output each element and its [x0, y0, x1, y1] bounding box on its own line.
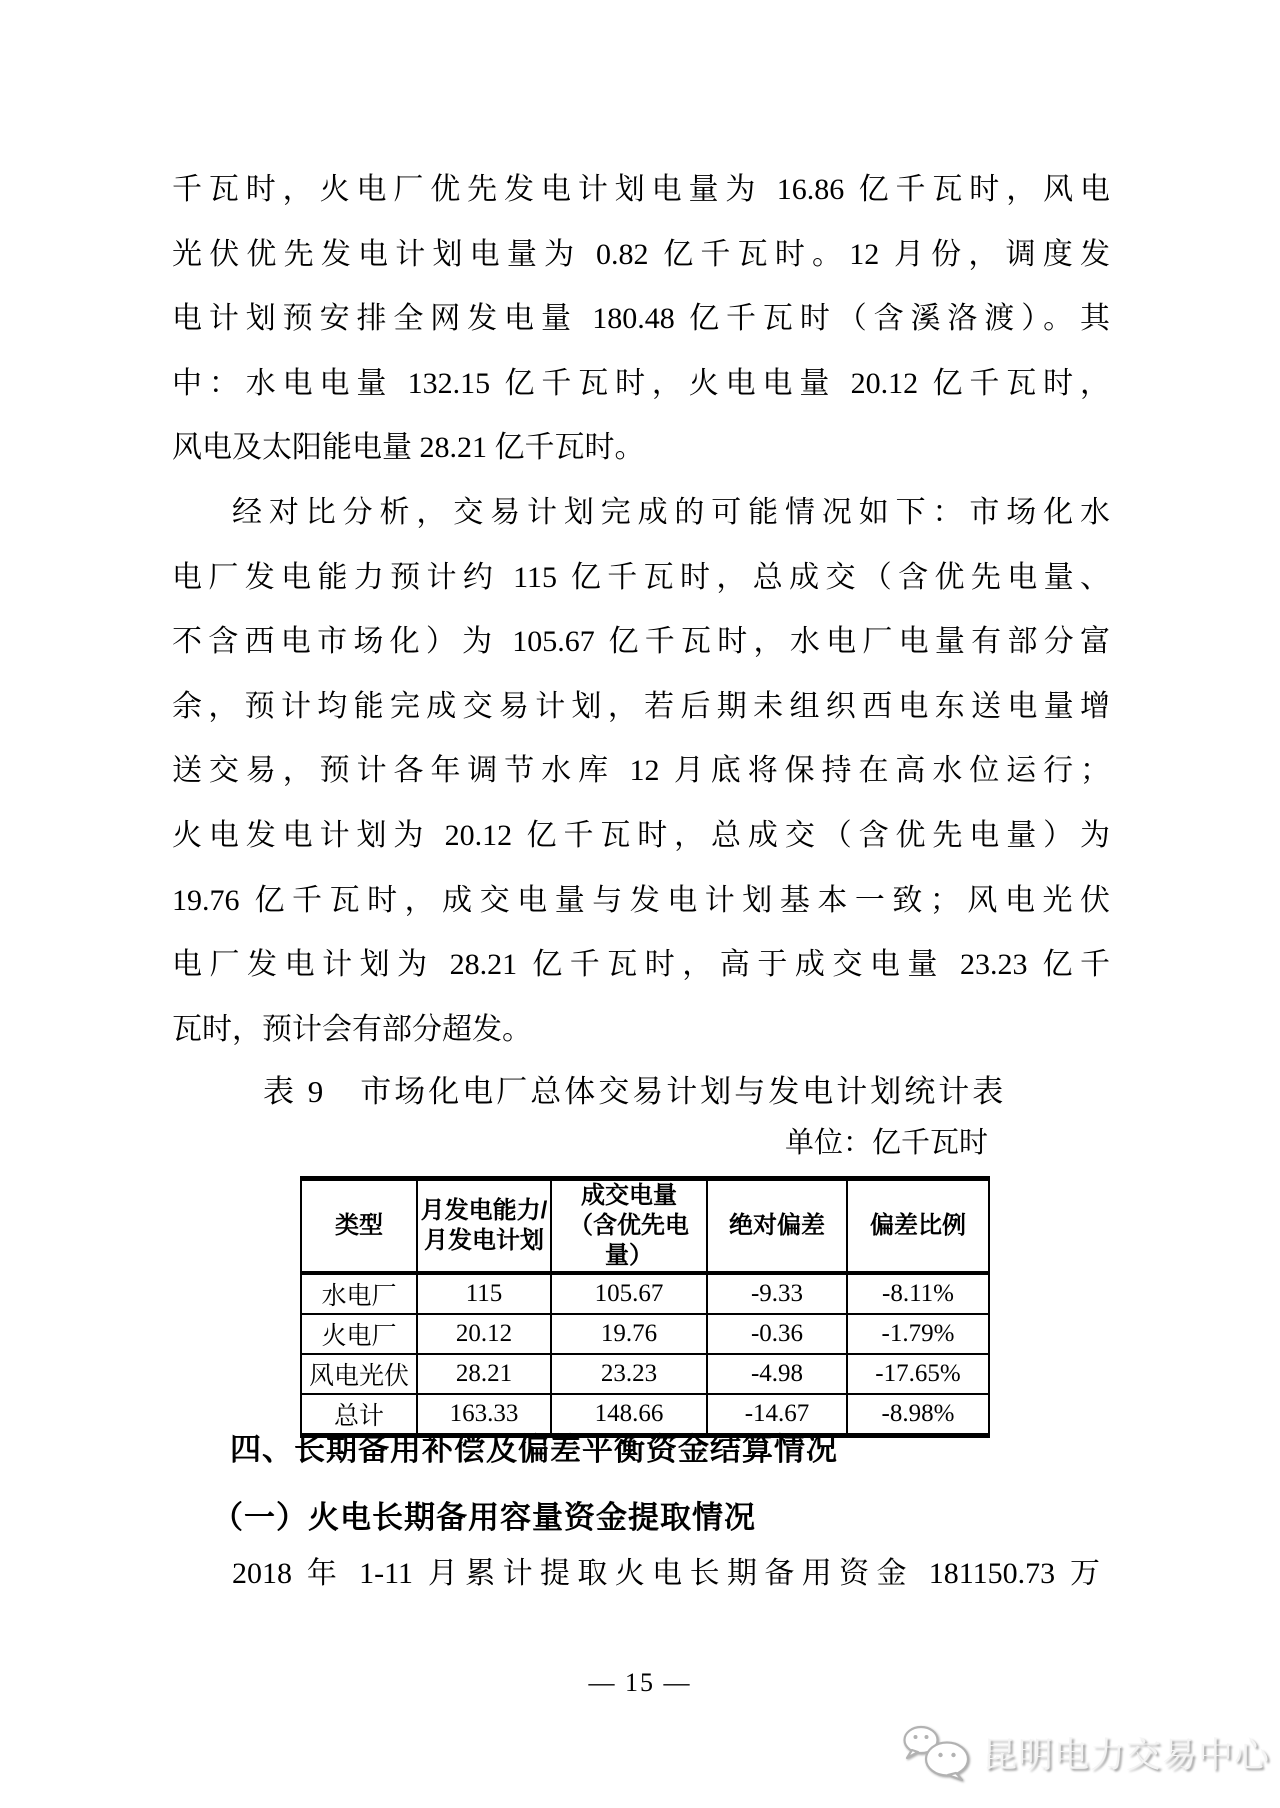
body-line: 火电发电计划为 20.12 亿千瓦时，总成交（含优先电量）为 — [172, 818, 1110, 852]
table-row — [301, 1314, 989, 1354]
section-heading-4: 四、长期备用补偿及偏差平衡资金结算情况 — [230, 1432, 838, 1467]
cell-type: 火电厂 — [301, 1314, 417, 1354]
col-header-capacity — [417, 1179, 551, 1274]
cell-abs-deviation: -4.98 — [707, 1354, 847, 1394]
wechat-icon — [900, 1724, 976, 1782]
cell-type: 总计 — [301, 1394, 417, 1436]
cell-capacity: 115 — [417, 1273, 551, 1314]
col-header-deviation-ratio: 偏差比例 — [847, 1179, 989, 1274]
table9-title: 表 9 市场化电厂总体交易计划与发电计划统计表 — [263, 1074, 1007, 1109]
watermark — [900, 1724, 1270, 1782]
subsection-heading-1: （一）火电长期备用容量资金提取情况 — [212, 1500, 756, 1535]
cell-deviation-ratio: -8.11% — [847, 1273, 989, 1314]
page-number: — 15 — — [588, 1668, 692, 1697]
watermark-text: 昆明电力交易中心 — [982, 1736, 1271, 1775]
body-line: 风电及太阳能电量 28.21 亿千瓦时。 — [172, 431, 645, 465]
cell-volume: 148.66 — [551, 1394, 707, 1436]
body-line: 19.76 亿千瓦时，成交电量与发电计划基本一致；风电光伏 — [172, 883, 1110, 917]
body-line: 余，预计均能完成交易计划，若后期未组织西电东送电量增 — [172, 689, 1110, 723]
col-header-volume — [551, 1179, 707, 1274]
col-header-type: 类型 — [301, 1179, 417, 1274]
cell-deviation-ratio: -8.98% — [847, 1394, 989, 1436]
body-line: 光伏优先发电计划电量为 0.82 亿千瓦时。12 月份，调度发 — [172, 237, 1110, 271]
body-line: 中：水电电量 132.15 亿千瓦时，火电电量 20.12 亿千瓦时， — [172, 366, 1110, 400]
table9 — [300, 1176, 990, 1438]
cell-abs-deviation: -14.67 — [707, 1394, 847, 1436]
body-text — [172, 158, 1110, 1062]
body-line: 经对比分析，交易计划完成的可能情况如下：市场化水 — [232, 495, 1110, 529]
cell-type: 风电光伏 — [301, 1354, 417, 1394]
cell-abs-deviation: -9.33 — [707, 1273, 847, 1314]
col-header-capacity-line2: 月发电计划 — [424, 1227, 544, 1254]
cell-capacity: 28.21 — [417, 1354, 551, 1394]
col-header-volume-line1: 成交电量 — [581, 1182, 677, 1209]
cell-deviation-ratio: -1.79% — [847, 1314, 989, 1354]
cell-abs-deviation: -0.36 — [707, 1314, 847, 1354]
table-row — [301, 1273, 989, 1314]
body-line: 电计划预安排全网发电量 180.48 亿千瓦时（含溪洛渡）。其 — [172, 302, 1110, 336]
body-line: 电厂发电能力预计约 115 亿千瓦时，总成交（含优先电量、 — [172, 560, 1110, 594]
col-header-volume-line2: （含优先电量） — [569, 1212, 689, 1269]
cell-volume: 105.67 — [551, 1273, 707, 1314]
table-row — [301, 1354, 989, 1394]
cell-volume: 23.23 — [551, 1354, 707, 1394]
body-line: 瓦时，预计会有部分超发。 — [172, 1012, 532, 1046]
col-header-abs-deviation: 绝对偏差 — [707, 1179, 847, 1274]
table-header-row — [301, 1179, 989, 1274]
body-line: 不含西电市场化）为 105.67 亿千瓦时，水电厂电量有部分富 — [172, 625, 1110, 659]
body-line: 2018 年 1-11 月累计提取火电长期备用资金 181150.73 万 — [232, 1557, 1100, 1590]
cell-volume: 19.76 — [551, 1314, 707, 1354]
cell-capacity: 20.12 — [417, 1314, 551, 1354]
cell-type: 水电厂 — [301, 1273, 417, 1314]
col-header-capacity-line1: 月发电能力/ — [420, 1197, 548, 1224]
body-line: 千瓦时，火电厂优先发电计划电量为 16.86 亿千瓦时，风电 — [172, 173, 1110, 206]
cell-capacity: 163.33 — [417, 1394, 551, 1436]
table9-unit-label: 单位：亿千瓦时 — [784, 1127, 988, 1159]
cell-deviation-ratio: -17.65% — [847, 1354, 989, 1394]
body-line: 电厂发电计划为 28.21 亿千瓦时，高于成交电量 23.23 亿千 — [172, 948, 1110, 982]
body-line: 送交易，预计各年调节水库 12 月底将保持在高水位运行； — [172, 754, 1110, 788]
